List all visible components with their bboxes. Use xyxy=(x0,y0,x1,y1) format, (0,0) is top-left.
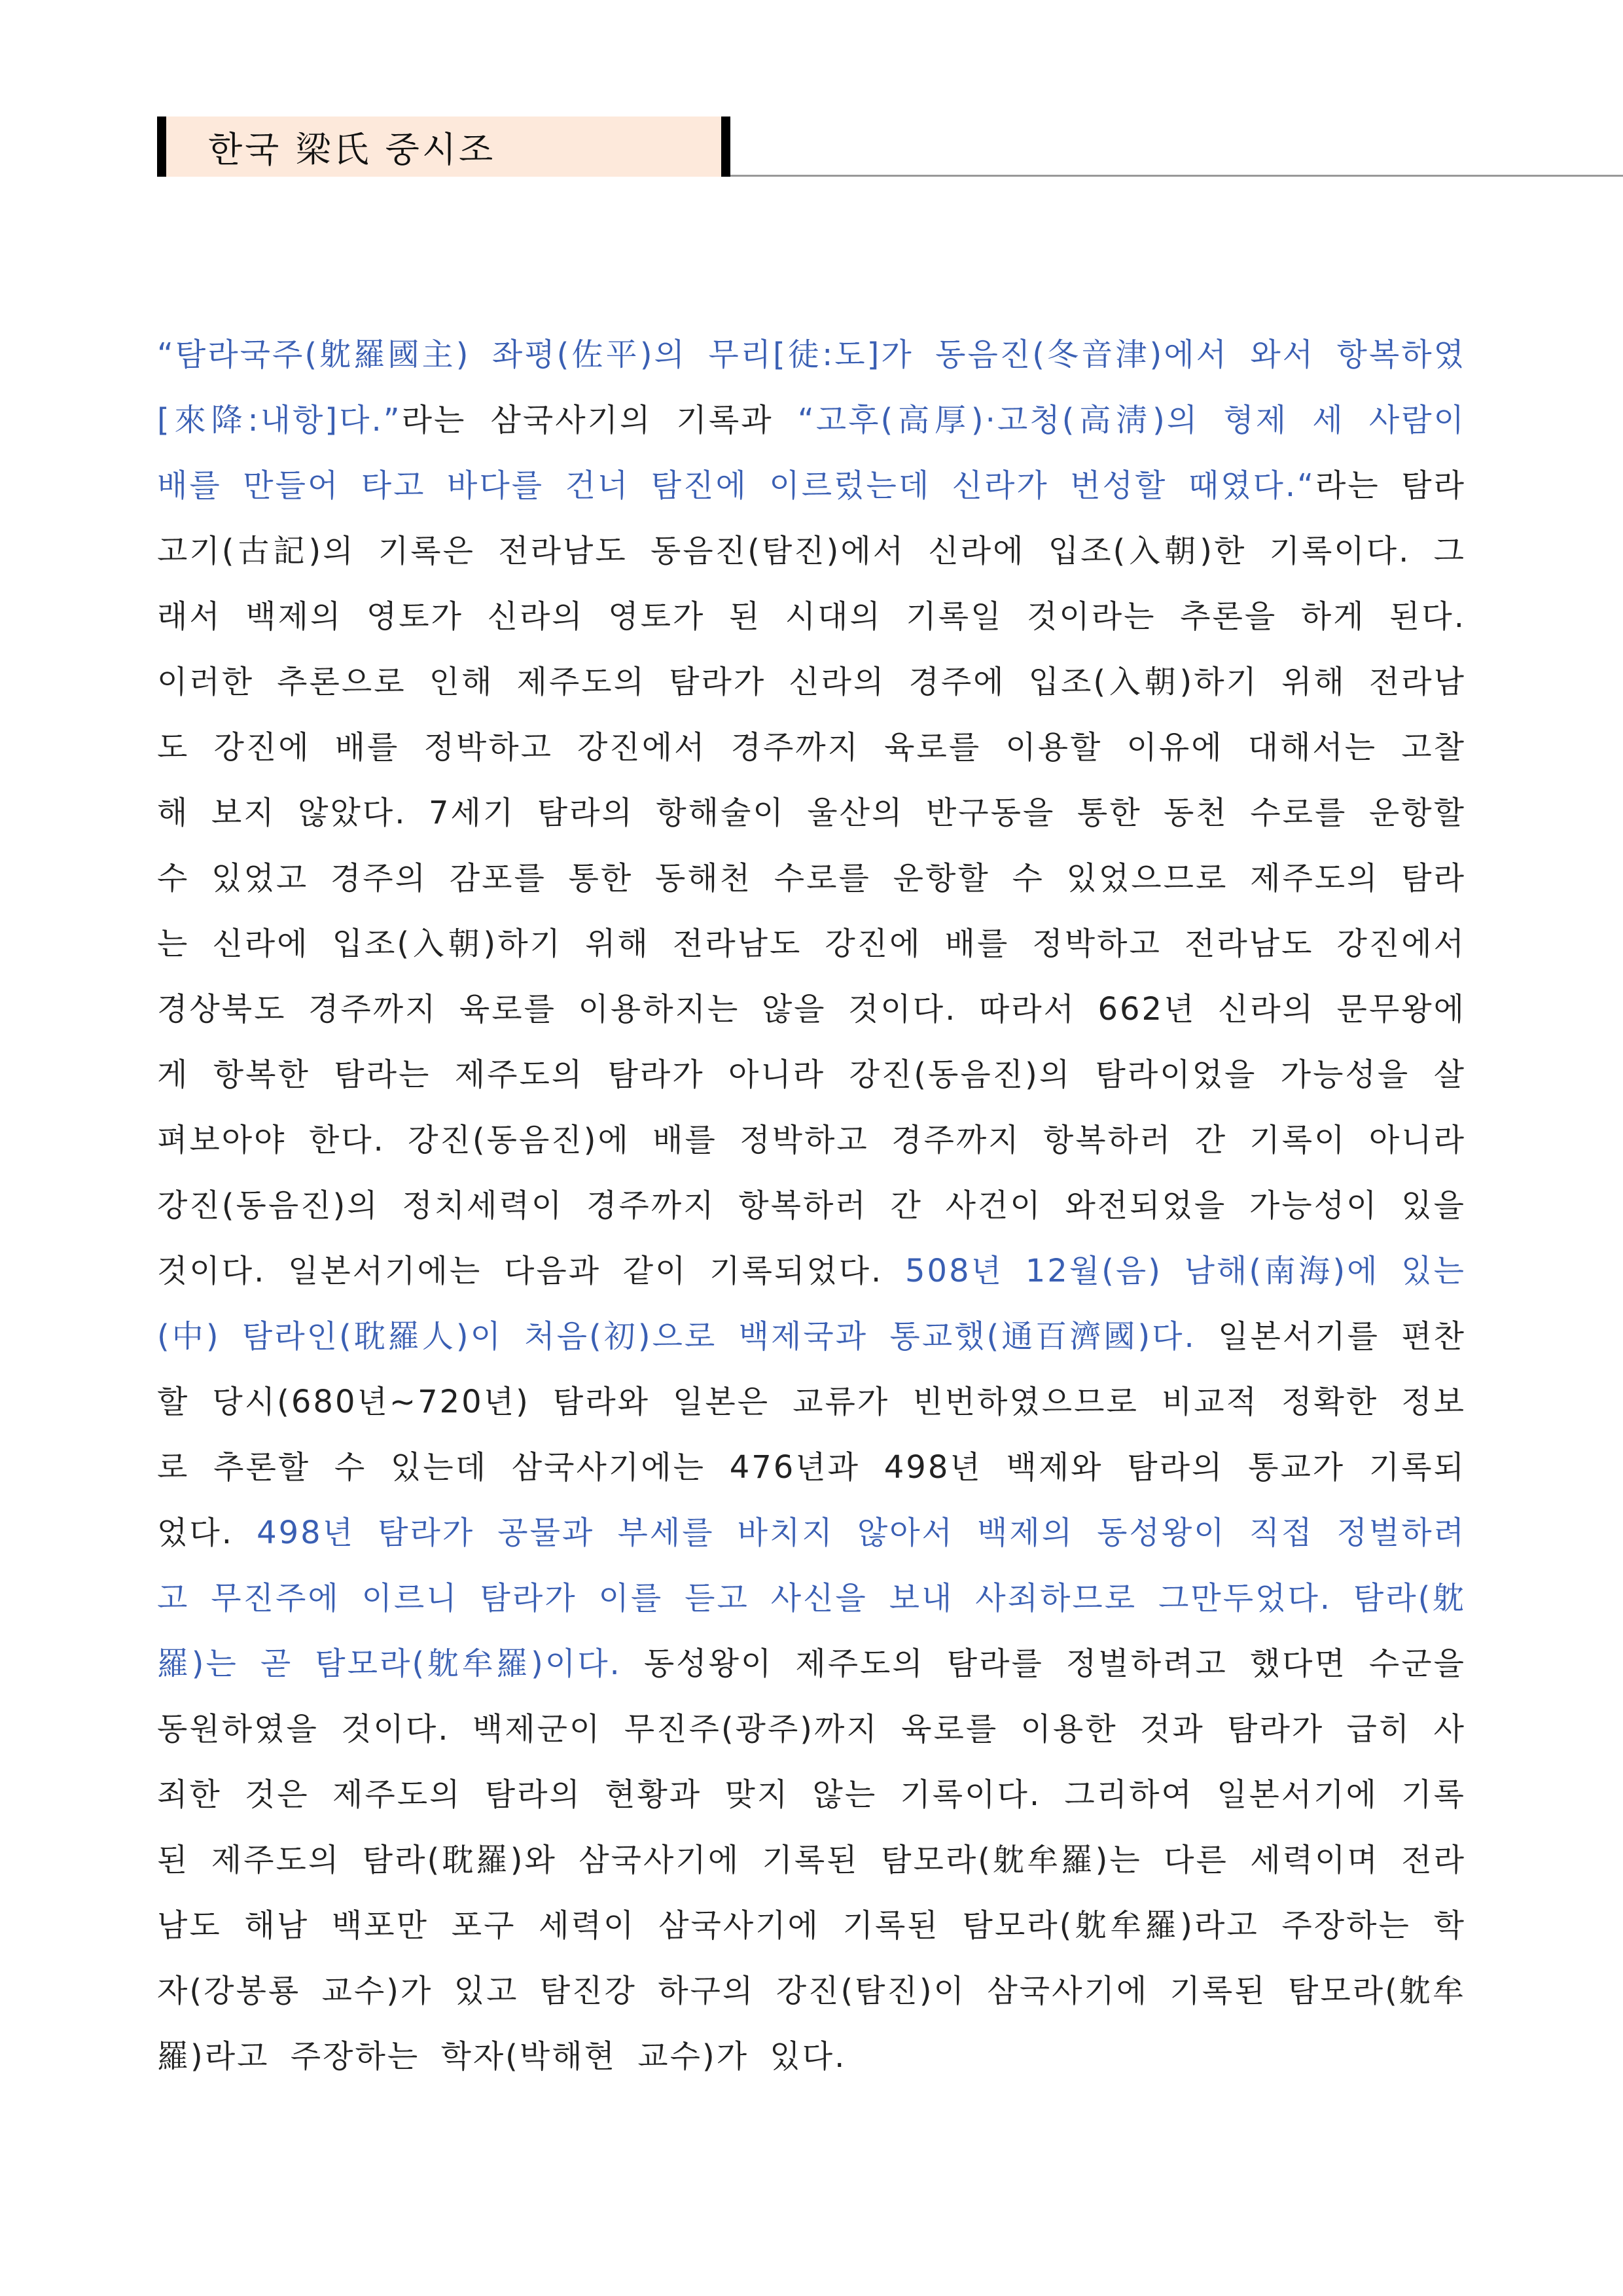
quote-samguk-sagi: “탐라국주(躭羅國主) 좌평(佐平)의 무리[徒:도]가 동음진(冬音津)에서 와서 항복하였[來降:내항]다.” xyxy=(157,336,1466,439)
quote-nihon-shoki: 508년 12월(음) 남해(南海)에 있는(中) 탐라인(耽羅人)이 처음(初)으로 백제국과 통교했(通百濟國)다. xyxy=(157,1253,1466,1355)
page-title: 한국 梁氏 중시조 xyxy=(208,128,496,170)
header-rule xyxy=(730,175,1623,177)
header-title-box xyxy=(166,117,721,177)
quote-dongseong-wang: 498년 탐라가 공물과 부세를 바치지 않아서 백제의 동성왕이 직접 정벌하려고 무진주에 이르니 탐라가 이를 듣고 사신을 보내 사죄하므로 그만두었다. 탐라(躭羅)는 곧 탐모라(躭牟羅)이다. xyxy=(157,1515,1466,1682)
section-header xyxy=(157,117,1466,177)
text-segment: 라는 삼국사기의 기록과 xyxy=(401,402,798,439)
body-paragraph xyxy=(157,322,1466,2089)
text-segment: 동성왕이 제주도의 탐라를 정벌하려고 했다면 수군을 동원하였을 것이다. 백제군이 무진주(광주)까지 육로를 이용한 것과 탐라가 급히 사죄한 것은 제주도의 탐라의 현황과 맞지 않는 기록이다. 그리하여 일본서기에 기록된 제주도의 탐라(耽羅)와 삼국사기에 기록된 탐모라(躭牟羅)는 다른 세력이며 전라남도 해남 백포만 포구 세력이 삼국사기에 기록된 탐모라(躭牟羅)라고 주장하는 학자(강봉룡 교수)가 있고 탐진강 하구의 강진(탐진)이 삼국사기에 기록된 탐모라(躭牟羅)라고 주장하는 학자(박해현 교수)가 있다. xyxy=(157,1645,1467,2075)
text-segment: 일본서기를 편찬할 당시(680년~720년) 탐라와 일본은 교류가 빈번하였으므로 비교적 정확한 정보로 추론할 수 있는데 삼국사기에는 476년과 498년 백제와 탐라의 통교가 기록되었다. xyxy=(157,1318,1467,1551)
text-segment: 라는 탐라 고기(古記)의 기록은 전라남도 동음진(탐진)에서 신라에 입조(入朝)한 기록이다. 그래서 백제의 영토가 신라의 영토가 된 시대의 기록일 것이라는 추론을 하게 된다. 이러한 추론으로 인해 제주도의 탐라가 신라의 경주에 입조(入朝)하기 위해 전라남도 강진에 배를 정박하고 강진에서 경주까지 육로를 이용할 이유에 대해서는 고찰해 보지 않았다. 7세기 탐라의 항해술이 울산의 반구동을 통한 동천 수로를 운항할 수 있었고 경주의 감포를 통한 동해천 수로를 운항할 수 있었으므로 제주도의 탐라는 신라에 입조(入朝)하기 위해 전라남도 강진에 배를 정박하고 전라남도 강진에서 경상북도 경주까지 육로를 이용하지는 않을 것이다. 따라서 662년 신라의 문무왕에게 항복한 탐라는 제주도의 탐라가 아니라 강진(동음진)의 탐라이었을 가능성을 살펴보아야 한다. 강진(동음진)에 배를 정박하고 경주까지 항복하러 간 기록이 아니라 강진(동음진)의 정치세력이 경주까지 항복하러 간 사건이 와전되었을 가능성이 있을 것이다. 일본서기에는 다음과 같이 기록되었다. xyxy=(157,467,1466,1289)
header-right-bar xyxy=(721,117,730,177)
quote-tamna-gogi: “고후(高厚)·고청(高淸)의 형제 세 사람이 배를 만들어 타고 바다를 건너 탐진에 이르렀는데 신라가 번성할 때였다.“ xyxy=(157,402,1466,504)
header-left-bar xyxy=(157,117,166,177)
